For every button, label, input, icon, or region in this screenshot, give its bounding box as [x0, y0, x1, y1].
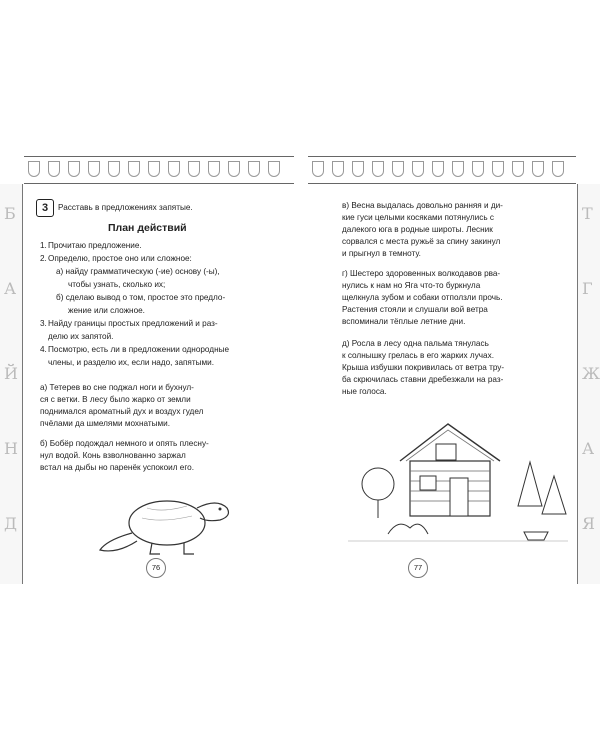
plan-title: План действий [108, 222, 187, 234]
sentence-line: а) Тетерев во сне поджал ноги и бухнул- [40, 383, 194, 392]
sentence-line: ные голоса. [342, 387, 387, 396]
step-number: 2. [40, 254, 47, 263]
right-page [300, 148, 600, 593]
step-text: Определю, простое оно или сложное: [48, 254, 192, 263]
step-text: чтобы узнать, сколько их; [68, 280, 166, 289]
step-text: члены, и разделю их, если надо, запятыми. [48, 358, 214, 367]
sentence-line: щелкнула зубом и собаки отползли прочь. [342, 293, 503, 302]
step-text: Посмотрю, есть ли в предложении однородные [48, 345, 230, 354]
sentence-v [342, 200, 574, 260]
sentence-line: пчёлами да шмелями мохнатыми. [40, 419, 171, 428]
step-text: а) найду грамматическую (-ие) основу (-ы), [56, 267, 220, 276]
sentence-line: ба скрючилась ставни дребезжали на раз- [342, 375, 504, 384]
sentence-line: кие гуси целыми косяками потянулись с [342, 213, 494, 222]
sentence-line: д) Росла в лесу одна пальма тянулась [342, 339, 489, 348]
sentence-line: к солнышку грелась в его жарких лучах. [342, 351, 494, 360]
left-page [0, 148, 300, 593]
sentence-b [40, 438, 272, 474]
step-number: 4. [40, 345, 47, 354]
sentence-line: далекого юга в родные широты. Лесник [342, 225, 493, 234]
sentence-d [342, 338, 574, 398]
sentence-line: поднимался ароматный дух и воздух гудел [40, 407, 204, 416]
sentence-line: г) Шестеро здоровенных волкодавов рва- [342, 269, 501, 278]
sentence-line: б) Бобёр подождал немного и опять плесну- [40, 439, 209, 448]
sentence-line: в) Весна выдалась довольно ранняя и ди- [342, 201, 503, 210]
step-text: Найду границы простых предложений и раз- [48, 319, 218, 328]
sentence-line: ся с ветки. В лесу было жарко от земли [40, 395, 191, 404]
decorative-margin-letters: Б А Й Н Д [0, 184, 23, 584]
decorative-margin-letters: Т Г Ж А Я [577, 184, 600, 584]
step-number: 3. [40, 319, 47, 328]
plan-steps [40, 240, 270, 370]
decorative-border-top [308, 156, 576, 184]
step-text: Прочитаю предложение. [48, 241, 142, 250]
sentence-line: встал на дыбы но паренёк успокоил его. [40, 463, 194, 472]
sentence-line: нулись к нам но Яга что-то буркнула [342, 281, 481, 290]
step-text: жение или сложное. [68, 306, 145, 315]
sentence-a [40, 382, 272, 430]
step-text: делю их запятой. [48, 332, 114, 341]
book-spread [0, 148, 600, 593]
sentence-line: Растения стояли и слушали вой ветра [342, 305, 488, 314]
beaver-illustration [92, 478, 242, 558]
decorative-border-top [24, 156, 294, 184]
sentence-line: нул водой. Конь взволнованно заржал [40, 451, 186, 460]
sentence-line: сорвался с места ружьё за спину закинул [342, 237, 501, 246]
task-title: Расставь в предложениях запятые. [58, 203, 193, 212]
sentence-line: Крыша избушки покривилась от ветра тру- [342, 363, 505, 372]
forest-hut-illustration [348, 406, 568, 548]
page-number: 77 [408, 558, 428, 578]
sentence-line: и прыгнул в темноту. [342, 249, 421, 258]
task-number-badge: 3 [36, 199, 54, 217]
step-number: 1. [40, 241, 47, 250]
step-text: б) сделаю вывод о том, простое это предло- [56, 293, 226, 302]
sentence-g [342, 268, 574, 328]
page-number: 76 [146, 558, 166, 578]
sentence-line: вспоминали тёплые летние дни. [342, 317, 466, 326]
